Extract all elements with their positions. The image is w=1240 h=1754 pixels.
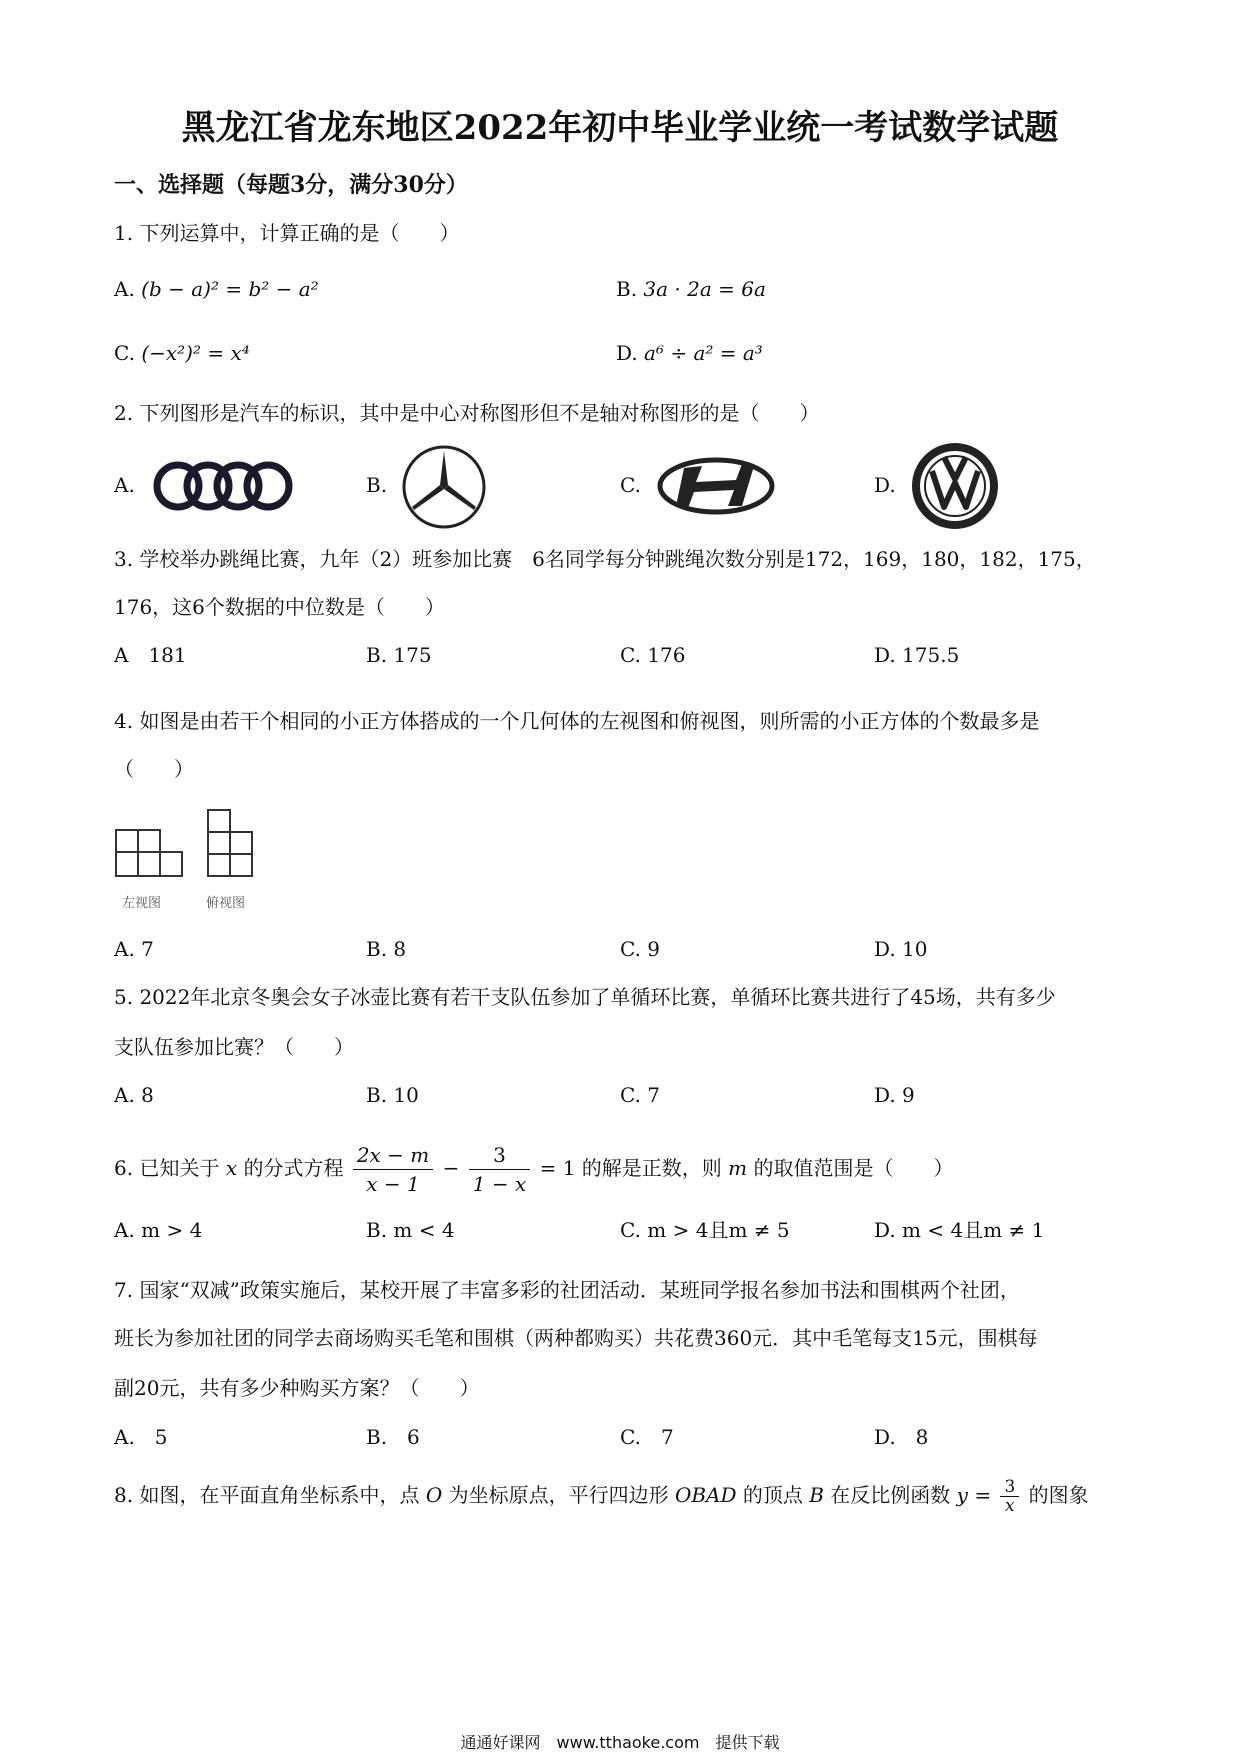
q6-option-c: C. m > 4且m ≠ 5 [620,1218,790,1242]
q6-frac1-denominator: x − 1 [366,1172,420,1196]
q8-y-equals: y = [956,1483,992,1507]
question-2-stem: 2. 下列图形是汽车的标识，其中是中心对称图形但不是轴对称图形的是（ ） [114,401,820,425]
q2-label-d: D. [874,473,896,497]
q8-prefix: 8. 如图，在平面直角坐标系中，点 [114,1483,420,1507]
q4-option-b: B. 8 [366,937,407,961]
q7-option-b: B. 6 [366,1425,420,1449]
hyundai-h-icon [656,456,776,516]
q6-equals: = 1 [539,1156,576,1180]
q1-d-expression: a⁶ ÷ a² = a³ [644,341,763,365]
q6-frac2-denominator: 1 − x [472,1172,527,1196]
q3-option-a: A 181 [114,643,187,667]
q2-label-a: A. [114,473,135,497]
q6-mid: 的分式方程 [243,1156,344,1180]
q6-fraction-1 [353,1141,433,1198]
q6-fraction-2 [469,1141,530,1198]
q8-parallelogram: OBAD [674,1483,737,1507]
page-title: 黑龙江省龙东地区2022年初中毕业学业统一考试数学试题 [181,108,1059,148]
top-view-label: 俯视图 [206,896,246,911]
vw-logo-icon [910,441,1000,531]
left-view-label: 左视图 [122,896,162,911]
q7-option-a: A. 5 [114,1425,168,1449]
q1-b-expression: 3a · 2a = 6a [643,277,766,301]
q6-minus: − [442,1156,460,1180]
question-5-stem-line1: 5. 2022年北京冬奥会女子冰壶比赛有若干支队伍参加了单循环比赛，单循环比赛共进行了45场，共有多少 [114,985,1056,1009]
option-label: A. [114,277,135,301]
q1-a-expression: (b − a)² = b² − a² [141,277,319,301]
q5-option-a: A. 8 [114,1083,154,1107]
q4-option-a: A. 7 [114,937,154,961]
q8-fraction [1000,1478,1019,1515]
q2-label-b: B. [366,473,388,497]
question-6-stem [114,1138,953,1198]
q3-option-c: C. 176 [620,643,686,667]
option-label: C. [114,341,135,365]
q6-prefix: 6. 已知关于 [114,1156,220,1180]
mercedes-star-icon [400,443,488,531]
question-7-stem-line3: 副20元，共有多少种购买方案？（ ） [114,1376,480,1400]
question-4-stem-line2: （ ） [114,757,194,781]
q8-mid3: 在反比例函数 [830,1483,951,1507]
q6-option-b: B. m < 4 [366,1218,455,1242]
question-7-stem-line2: 班长为参加社团的同学去商场购买毛笔和围棋（两种都购买）共花费360元．其中毛笔每支15元，围棋每 [114,1326,1038,1350]
q4-option-c: C. 9 [620,937,661,961]
page-footer: 通通好课网 www.tthaoke.com 提供下载 [460,1733,780,1752]
q1-option-c [114,338,250,368]
q1-option-d [616,338,763,368]
q6-frac2-numerator: 3 [469,1141,530,1170]
question-8-stem [114,1470,1089,1520]
question-5-stem-line2: 支队伍参加比赛？（ ） [114,1035,354,1059]
q6-frac1-numerator: 2x − m [353,1141,433,1170]
left-view-figure [114,828,186,880]
q3-option-b: B. 175 [366,643,432,667]
q1-c-expression: (−x²)² = x⁴ [141,341,250,365]
q5-option-d: D. 9 [874,1083,915,1107]
q6-option-d: D. m < 4且m ≠ 1 [874,1218,1045,1242]
q1-option-b [616,274,766,304]
q3-option-d: D. 175.5 [874,643,960,667]
q8-mid2: 的顶点 [742,1483,803,1507]
q8-suffix: 的图象 [1028,1483,1089,1507]
section-heading: 一、选择题（每题3分，满分30分） [114,172,468,198]
q6-suffix-b: 的取值范围是（ ） [753,1156,954,1180]
q8-frac-numerator: 3 [1000,1478,1019,1497]
top-view-figure [206,808,256,880]
question-3-stem-line1: 3. 学校举办跳绳比赛，九年（2）班参加比赛 6名同学每分钟跳绳次数分别是172，169，180，182，175， [114,547,1096,571]
q7-option-c: C. 7 [620,1425,674,1449]
question-7-stem-line1: 7. 国家“双减”政策实施后，某校开展了丰富多彩的社团活动．某班同学报名参加书法和围棋两个社团， [114,1278,1020,1302]
question-1-stem: 1. 下列运算中，计算正确的是（ ） [114,221,460,245]
question-3-stem-line2: 176，这6个数据的中位数是（ ） [114,595,445,619]
q2-label-c: C. [620,473,641,497]
q5-option-b: B. 10 [366,1083,419,1107]
q5-option-c: C. 7 [620,1083,661,1107]
q8-point-b: B [809,1483,824,1507]
q1-option-a [114,274,319,304]
option-label: B. [616,277,638,301]
question-4-stem-line1: 4. 如图是由若干个相同的小正方体搭成的一个几何体的左视图和俯视图，则所需的小正方体的个数最多是 [114,709,1040,733]
q8-point-o: O [425,1483,443,1507]
q7-option-d: D. 8 [874,1425,929,1449]
q4-option-d: D. 10 [874,937,928,961]
q6-suffix-a: 的解是正数，则 [581,1156,722,1180]
q8-frac-denominator: x [1005,1496,1015,1516]
audi-rings-icon [150,458,295,514]
q6-var-x: x [225,1156,238,1180]
option-label: D. [616,341,638,365]
q6-option-a: A. m > 4 [114,1218,203,1242]
q6-var-m: m [728,1156,748,1180]
q8-mid1: 为坐标原点，平行四边形 [448,1483,669,1507]
